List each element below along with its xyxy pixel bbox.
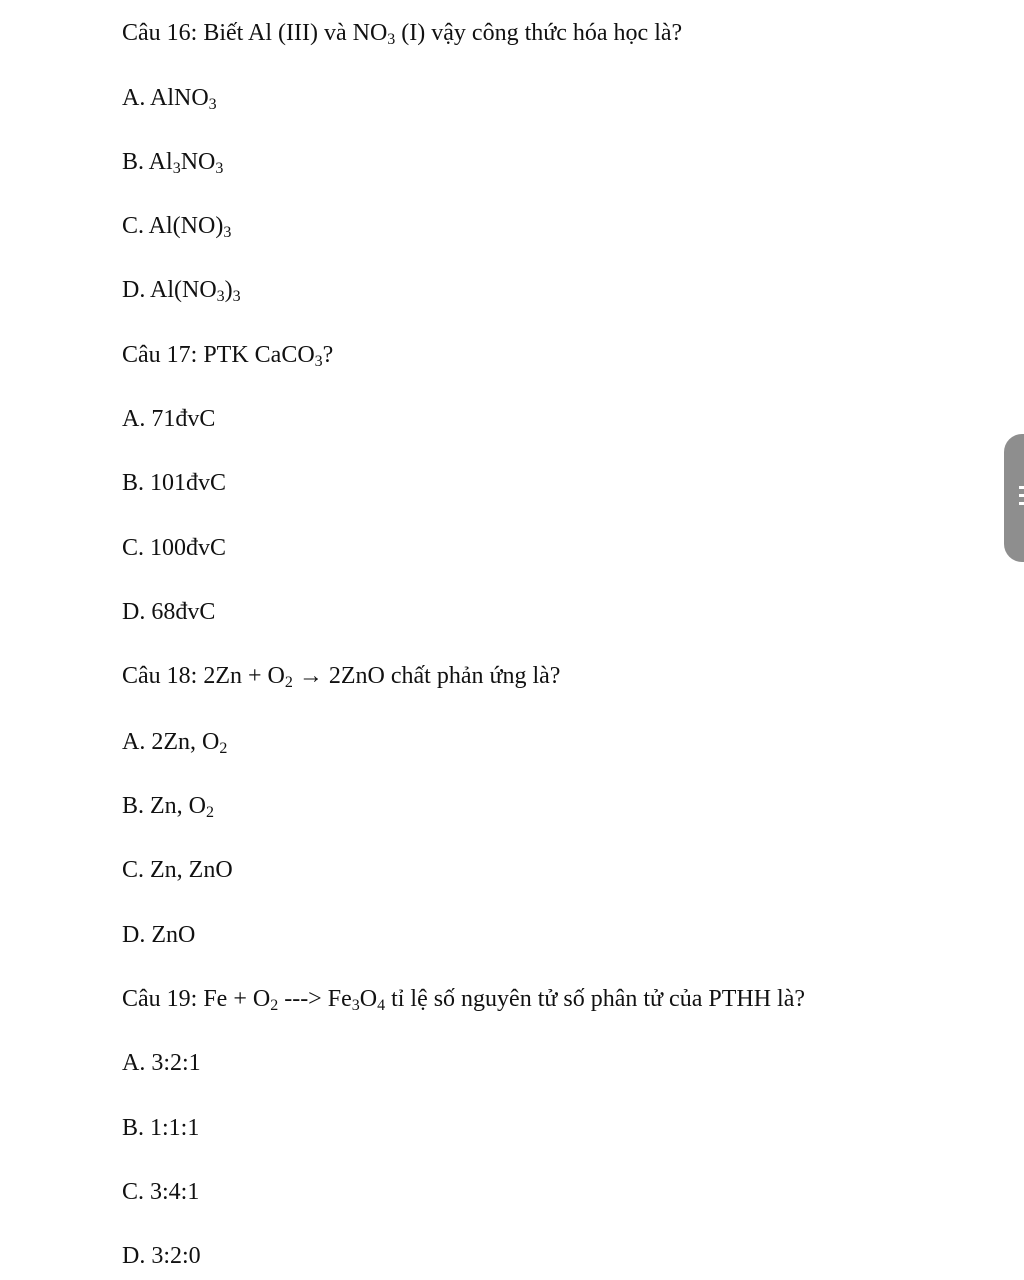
- question-19-stem: Câu 19: $Fe + O_2$ ---> $Fe_3O_4$ tỉ lệ số nguyên tử số phân tử của PTHH là?: [122, 986, 806, 1014]
- question-16-option-c: C. $Al(NO)_3$: [122, 213, 232, 241]
- question-19-option-c: C. 3:4:1: [122, 1179, 200, 1205]
- question-16-option-a: A. AlNO$_3$: [122, 85, 217, 113]
- question-17-option-b: B. 101đvC: [122, 470, 227, 496]
- question-18-option-d: D. ZnO: [122, 922, 196, 948]
- question-17-stem: Câu 17: PTK CaCO$_3$?: [122, 342, 334, 370]
- question-19-option-a: A. 3:2:1: [122, 1050, 201, 1076]
- question-17-option-a: A. 71đvC: [122, 406, 216, 432]
- question-16-option-b: B. $Al_3NO_3$: [122, 149, 224, 177]
- question-18-option-c: C. Zn, ZnO: [122, 857, 233, 883]
- question-17-option-d: D. 68đvC: [122, 599, 216, 625]
- question-18-option-b: B. Zn, $O_2$: [122, 793, 214, 821]
- grip-icon: [1019, 486, 1024, 489]
- question-16-option-d: D. $Al(NO_3)_3$: [122, 277, 241, 305]
- question-18-stem: Câu 18: $2Zn + O_2 \to 2ZnO$ chất phản ứng là?: [122, 663, 561, 691]
- grip-icon: [1019, 502, 1024, 505]
- question-18-option-a: A. 2Zn, $O_2$: [122, 729, 228, 757]
- question-19-option-d: D. 3:2:0: [122, 1243, 201, 1269]
- question-17-option-c: C. 100đvC: [122, 535, 227, 561]
- grip-icon: [1019, 494, 1024, 497]
- question-16-stem: Câu 16: Biết Al (III) và $NO_3$ (I) vậy công thức hóa học là?: [122, 20, 683, 48]
- scroll-handle[interactable]: [1004, 434, 1024, 562]
- question-19-option-b: B. 1:1:1: [122, 1115, 200, 1141]
